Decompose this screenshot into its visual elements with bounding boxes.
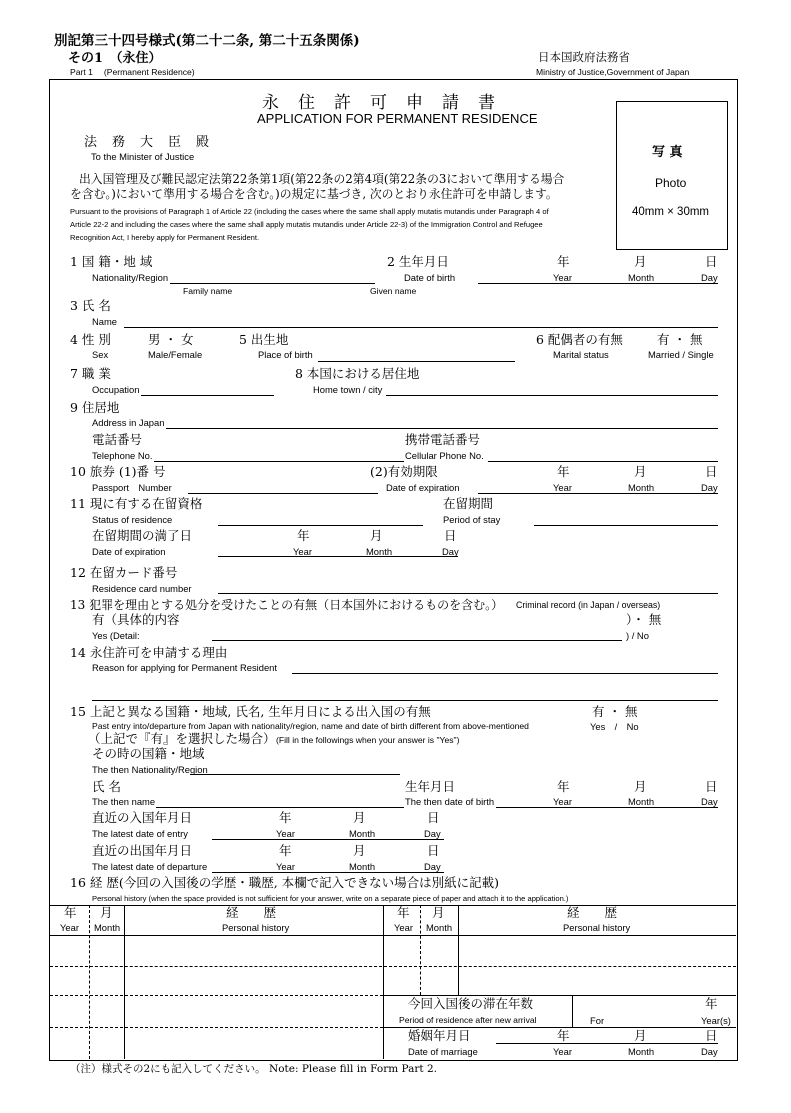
cell-label-jp: 携帯電話番号 bbox=[405, 432, 481, 447]
marriage-label-jp: 婚姻年月日 bbox=[408, 1028, 471, 1043]
then-nat-label-jp: その時の国籍・地域 bbox=[92, 746, 205, 761]
period-label-en: Period of stay bbox=[443, 514, 501, 525]
stay-exp-month-en: Month bbox=[366, 546, 393, 557]
entry-label-en: The latest date of entry bbox=[92, 828, 188, 839]
given-name-label: Given name bbox=[370, 286, 417, 296]
marital-option-jp[interactable]: 有 ・ 無 bbox=[657, 332, 703, 347]
passport-number-field[interactable] bbox=[188, 493, 378, 494]
expiry-month-jp: 月 bbox=[634, 464, 647, 479]
then-dob-year-jp: 年 bbox=[557, 779, 570, 794]
past-entry-option-en: Yes / No bbox=[590, 721, 639, 732]
dob-day-jp: 日 bbox=[705, 254, 718, 269]
tel-label-en: Telephone No. bbox=[92, 450, 153, 461]
expiry-label-en: Date of expiration bbox=[386, 482, 460, 493]
hometown-field[interactable] bbox=[386, 395, 718, 396]
hist-left-year-en: Year bbox=[60, 922, 79, 933]
departure-field[interactable] bbox=[212, 872, 444, 873]
marital-label-jp: 6 配偶者の有無 bbox=[536, 332, 623, 347]
marriage-month-en: Month bbox=[628, 1046, 655, 1057]
part-label-en: Part 1 (Permanent Residence) bbox=[70, 67, 195, 77]
dob-label-jp: 2 生年月日 bbox=[387, 254, 449, 269]
past-entry-label-jp: 15 上記と異なる国籍・地域, 氏名, 生年月日による出入国の有無 bbox=[70, 704, 431, 719]
marriage-field[interactable] bbox=[496, 1043, 718, 1044]
departure-month-jp: 月 bbox=[353, 843, 366, 858]
then-name-label-en: The then name bbox=[92, 796, 156, 807]
departure-month-en: Month bbox=[349, 861, 376, 872]
occupation-label-en: Occupation bbox=[92, 384, 140, 395]
criminal-detail-field[interactable] bbox=[212, 640, 622, 641]
expiry-year-jp: 年 bbox=[557, 464, 570, 479]
occupation-field[interactable] bbox=[141, 395, 274, 396]
form-number: 別記第三十四号様式(第二十二条, 第二十五条関係) bbox=[54, 33, 360, 49]
dob-field[interactable] bbox=[478, 283, 718, 284]
ministry-jp: 日本国政府法務省 bbox=[538, 50, 630, 64]
card-field[interactable] bbox=[218, 593, 718, 594]
stay-exp-year-en: Year bbox=[293, 546, 312, 557]
expiry-month-en: Month bbox=[628, 482, 655, 493]
history-col-divider bbox=[383, 905, 384, 1059]
status-label-jp: 11 現に有する在留資格 bbox=[70, 496, 203, 511]
entry-year-en: Year bbox=[276, 828, 295, 839]
stay-exp-label-en: Date of expiration bbox=[92, 546, 166, 557]
period-years-jp: 年 bbox=[705, 996, 718, 1011]
then-dob-field[interactable] bbox=[496, 807, 718, 808]
photo-size: 40mm × 30mm bbox=[632, 206, 710, 218]
ministry-en: Ministry of Justice,Government of Japan bbox=[536, 67, 690, 77]
entry-year-jp: 年 bbox=[279, 810, 292, 825]
reason-field-1[interactable] bbox=[292, 673, 718, 674]
stay-exp-field[interactable] bbox=[218, 556, 458, 557]
intro-en-2: Article 22-2 and including the cases where the same shall apply mutatis mutandis under Article 22-3) of the Immigration Control and Refugee bbox=[70, 220, 543, 229]
intro-jp-2: を含む。)において準用する場合を含む。)の規定に基づき, 次のとおり永住許可を申請します。 bbox=[70, 187, 558, 201]
period-label-en: Period of residence after new arrival bbox=[399, 1015, 537, 1025]
then-dob-day-jp: 日 bbox=[705, 779, 718, 794]
then-name-label-jp: 氏 名 bbox=[92, 779, 121, 794]
stay-exp-month-jp: 月 bbox=[370, 528, 383, 543]
entry-day-en: Day bbox=[424, 828, 441, 839]
then-nat-field[interactable] bbox=[190, 774, 400, 775]
history-left-hist-divider bbox=[124, 905, 125, 1059]
past-entry-label-en: Past entry into/departure from Japan with nationality/region, name and date of birth different from above-mentioned bbox=[92, 721, 529, 731]
dob-month-jp: 月 bbox=[634, 254, 647, 269]
cell-field[interactable] bbox=[488, 461, 718, 462]
pob-label-en: Place of birth bbox=[258, 349, 313, 360]
hist-left-month-en: Month bbox=[94, 922, 121, 933]
then-nat-label-en: The then Nationality/Region bbox=[92, 764, 208, 775]
history-row-line-2-left bbox=[50, 995, 383, 996]
entry-field[interactable] bbox=[212, 839, 444, 840]
nationality-label-en: Nationality/Region bbox=[92, 272, 169, 283]
entry-day-jp: 日 bbox=[427, 810, 440, 825]
part-label-jp: その1 （永住） bbox=[68, 51, 162, 66]
period-divider bbox=[572, 995, 573, 1027]
expiry-day-jp: 日 bbox=[705, 464, 718, 479]
sex-label-en: Sex bbox=[92, 349, 109, 360]
sex-label-jp: 4 性 別 bbox=[70, 332, 111, 347]
marriage-day-jp: 日 bbox=[705, 1028, 718, 1043]
passport-label-en: Passport Number bbox=[92, 482, 172, 493]
hist-right-month-jp: 月 bbox=[432, 905, 445, 920]
tel-field[interactable] bbox=[154, 461, 404, 462]
past-entry-option-jp[interactable]: 有 ・ 無 bbox=[592, 704, 638, 719]
photo-label-en: Photo bbox=[655, 176, 687, 190]
period-field[interactable] bbox=[534, 525, 718, 526]
stay-exp-day-en: Day bbox=[442, 546, 459, 557]
then-dob-month-en: Month bbox=[628, 796, 655, 807]
dob-month-en: Month bbox=[628, 272, 655, 283]
history-row-line-1 bbox=[50, 966, 736, 967]
criminal-label-jp: 13 犯罪を理由とする処分を受けたことの有無（日本国外におけるものを含む。） bbox=[70, 598, 504, 612]
history-row-line-3-left bbox=[50, 1027, 383, 1028]
occupation-label-jp: 7 職 業 bbox=[70, 366, 111, 381]
nationality-label-jp: 1 国 籍・地 域 bbox=[70, 254, 153, 269]
card-label-en: Residence card number bbox=[92, 583, 192, 594]
dob-day-en: Day bbox=[701, 272, 718, 283]
expiry-field[interactable] bbox=[478, 493, 718, 494]
form-title-en: APPLICATION FOR PERMANENT RESIDENCE bbox=[257, 111, 538, 126]
criminal-yes-en: Yes (Detail: bbox=[92, 630, 140, 641]
criminal-yes-jp[interactable]: 有（具体的内容 bbox=[92, 612, 180, 627]
marriage-day-en: Day bbox=[701, 1046, 718, 1057]
hist-left-year-jp: 年 bbox=[64, 905, 77, 920]
family-name-label: Family name bbox=[183, 286, 233, 296]
hist-right-year-jp: 年 bbox=[397, 905, 410, 920]
period-label-jp: 今回入国後の滞在年数 bbox=[408, 996, 534, 1011]
tel-label-jp: 電話番号 bbox=[92, 432, 143, 447]
cell-label-en: Cellular Phone No. bbox=[405, 450, 484, 461]
history-right-hist-divider bbox=[458, 905, 459, 995]
then-name-field[interactable] bbox=[156, 807, 404, 808]
period-for-en: For bbox=[590, 1015, 605, 1026]
hist-right-year-en: Year bbox=[394, 922, 413, 933]
intro-en-3: Recognition Act, I hereby apply for Permanent Resident. bbox=[70, 233, 260, 242]
history-right-month-divider bbox=[420, 905, 421, 995]
then-dob-label-en: The then date of birth bbox=[405, 796, 495, 807]
footer-note: （注）様式その2にも記入してください。 Note: Please fill in Form Part 2. bbox=[70, 1063, 437, 1075]
then-dob-month-jp: 月 bbox=[634, 779, 647, 794]
stay-exp-year-jp: 年 bbox=[297, 528, 310, 543]
hist-right-history-en: Personal history bbox=[563, 922, 631, 933]
criminal-no-jp[interactable]: ）・ 無 bbox=[626, 612, 662, 627]
sex-option-jp[interactable]: 男 ・ 女 bbox=[148, 332, 194, 347]
hometown-label-jp: 8 本国における居住地 bbox=[295, 366, 420, 381]
marital-option-en: Married / Single bbox=[648, 349, 714, 360]
history-table-top bbox=[50, 905, 736, 906]
departure-label-jp: 直近の出国年月日 bbox=[92, 843, 193, 858]
period-years-en: Year(s) bbox=[701, 1015, 731, 1026]
stay-exp-label-jp: 在留期間の満了日 bbox=[92, 528, 193, 543]
dob-year-jp: 年 bbox=[557, 254, 570, 269]
name-field[interactable] bbox=[124, 327, 718, 328]
hist-right-history-jp: 経 歴 bbox=[567, 905, 618, 920]
hist-right-month-en: Month bbox=[426, 922, 453, 933]
reason-label-en: Reason for applying for Permanent Resident bbox=[92, 662, 278, 673]
dob-label-en: Date of birth bbox=[404, 272, 456, 283]
history-label-jp: 16 経 歴(今回の入国後の学歴・職歴, 本欄で記入できない場合は別紙に記載) bbox=[70, 875, 500, 890]
history-header-bottom bbox=[50, 935, 736, 936]
intro-jp-1: 出入国管理及び難民認定法第22条第1項(第22条の2第4項(第22条の3において準用する場合 bbox=[79, 172, 565, 186]
reason-field-2[interactable] bbox=[92, 700, 718, 701]
form-title-jp: 永 住 許 可 申 請 書 bbox=[262, 93, 496, 113]
marital-label-en: Marital status bbox=[553, 349, 609, 360]
history-left-month-divider bbox=[89, 905, 90, 1059]
address-label-en: Address in Japan bbox=[92, 417, 165, 428]
marriage-year-jp: 年 bbox=[557, 1028, 570, 1043]
pob-field[interactable] bbox=[318, 361, 515, 362]
past-select-en: (Fill in the followings when your answer is "Yes") bbox=[276, 735, 460, 745]
dob-year-en: Year bbox=[553, 272, 572, 283]
then-dob-day-en: Day bbox=[701, 796, 718, 807]
history-label-en: Personal history (when the space provided is not sufficient for your answer, write on a separate piece of paper and attach it to the application.) bbox=[92, 894, 569, 903]
pob-label-jp: 5 出生地 bbox=[239, 332, 289, 347]
departure-year-jp: 年 bbox=[279, 843, 292, 858]
departure-day-en: Day bbox=[424, 861, 441, 872]
intro-en-1: Pursuant to the provisions of Paragraph 1 of Article 22 (including the cases where the same shall apply mutatis mutandis under Paragraph 4 of bbox=[70, 207, 549, 216]
criminal-label-en: Criminal record (in Japan / overseas) bbox=[516, 600, 661, 610]
expiry-day-en: Day bbox=[701, 482, 718, 493]
addressee-en: To the Minister of Justice bbox=[91, 151, 195, 162]
marriage-month-jp: 月 bbox=[634, 1028, 647, 1043]
card-label-jp: 12 在留カード番号 bbox=[70, 565, 178, 580]
photo-label-jp: 写 真 bbox=[652, 145, 683, 160]
departure-day-jp: 日 bbox=[427, 843, 440, 858]
status-label-en: Status of residence bbox=[92, 514, 173, 525]
hist-left-month-jp: 月 bbox=[100, 905, 113, 920]
then-dob-label-jp: 生年月日 bbox=[405, 779, 456, 794]
entry-label-jp: 直近の入国年月日 bbox=[92, 810, 193, 825]
marriage-label-en: Date of marriage bbox=[408, 1046, 478, 1057]
address-label-jp: 9 住居地 bbox=[70, 400, 120, 415]
marriage-year-en: Year bbox=[553, 1046, 572, 1057]
hometown-label-en: Home town / city bbox=[313, 384, 383, 395]
name-label-jp: 3 氏 名 bbox=[70, 298, 111, 313]
passport-label-jp: 10 旅券 (1)番 号 bbox=[70, 464, 166, 479]
hist-left-history-en: Personal history bbox=[222, 922, 290, 933]
departure-year-en: Year bbox=[276, 861, 295, 872]
reason-label-jp: 14 永住許可を申請する理由 bbox=[70, 645, 228, 660]
criminal-no-en: ) / No bbox=[626, 630, 649, 641]
past-select-jp: （上記で『有』を選択した場合） bbox=[88, 731, 276, 746]
stay-exp-day-jp: 日 bbox=[444, 528, 457, 543]
expiry-label-jp: (2)有効期限 bbox=[370, 464, 438, 479]
address-field[interactable] bbox=[166, 428, 718, 429]
departure-label-en: The latest date of departure bbox=[92, 861, 208, 872]
hist-left-history-jp: 経 歴 bbox=[226, 905, 277, 920]
then-dob-year-en: Year bbox=[553, 796, 572, 807]
sex-option-en: Male/Female bbox=[148, 349, 203, 360]
name-label-en: Name bbox=[92, 316, 118, 327]
status-field[interactable] bbox=[218, 525, 423, 526]
nationality-field[interactable] bbox=[170, 283, 375, 284]
addressee-jp: 法 務 大 臣 殿 bbox=[84, 135, 211, 150]
entry-month-jp: 月 bbox=[353, 810, 366, 825]
period-label-jp: 在留期間 bbox=[443, 496, 494, 511]
entry-month-en: Month bbox=[349, 828, 376, 839]
expiry-year-en: Year bbox=[553, 482, 572, 493]
